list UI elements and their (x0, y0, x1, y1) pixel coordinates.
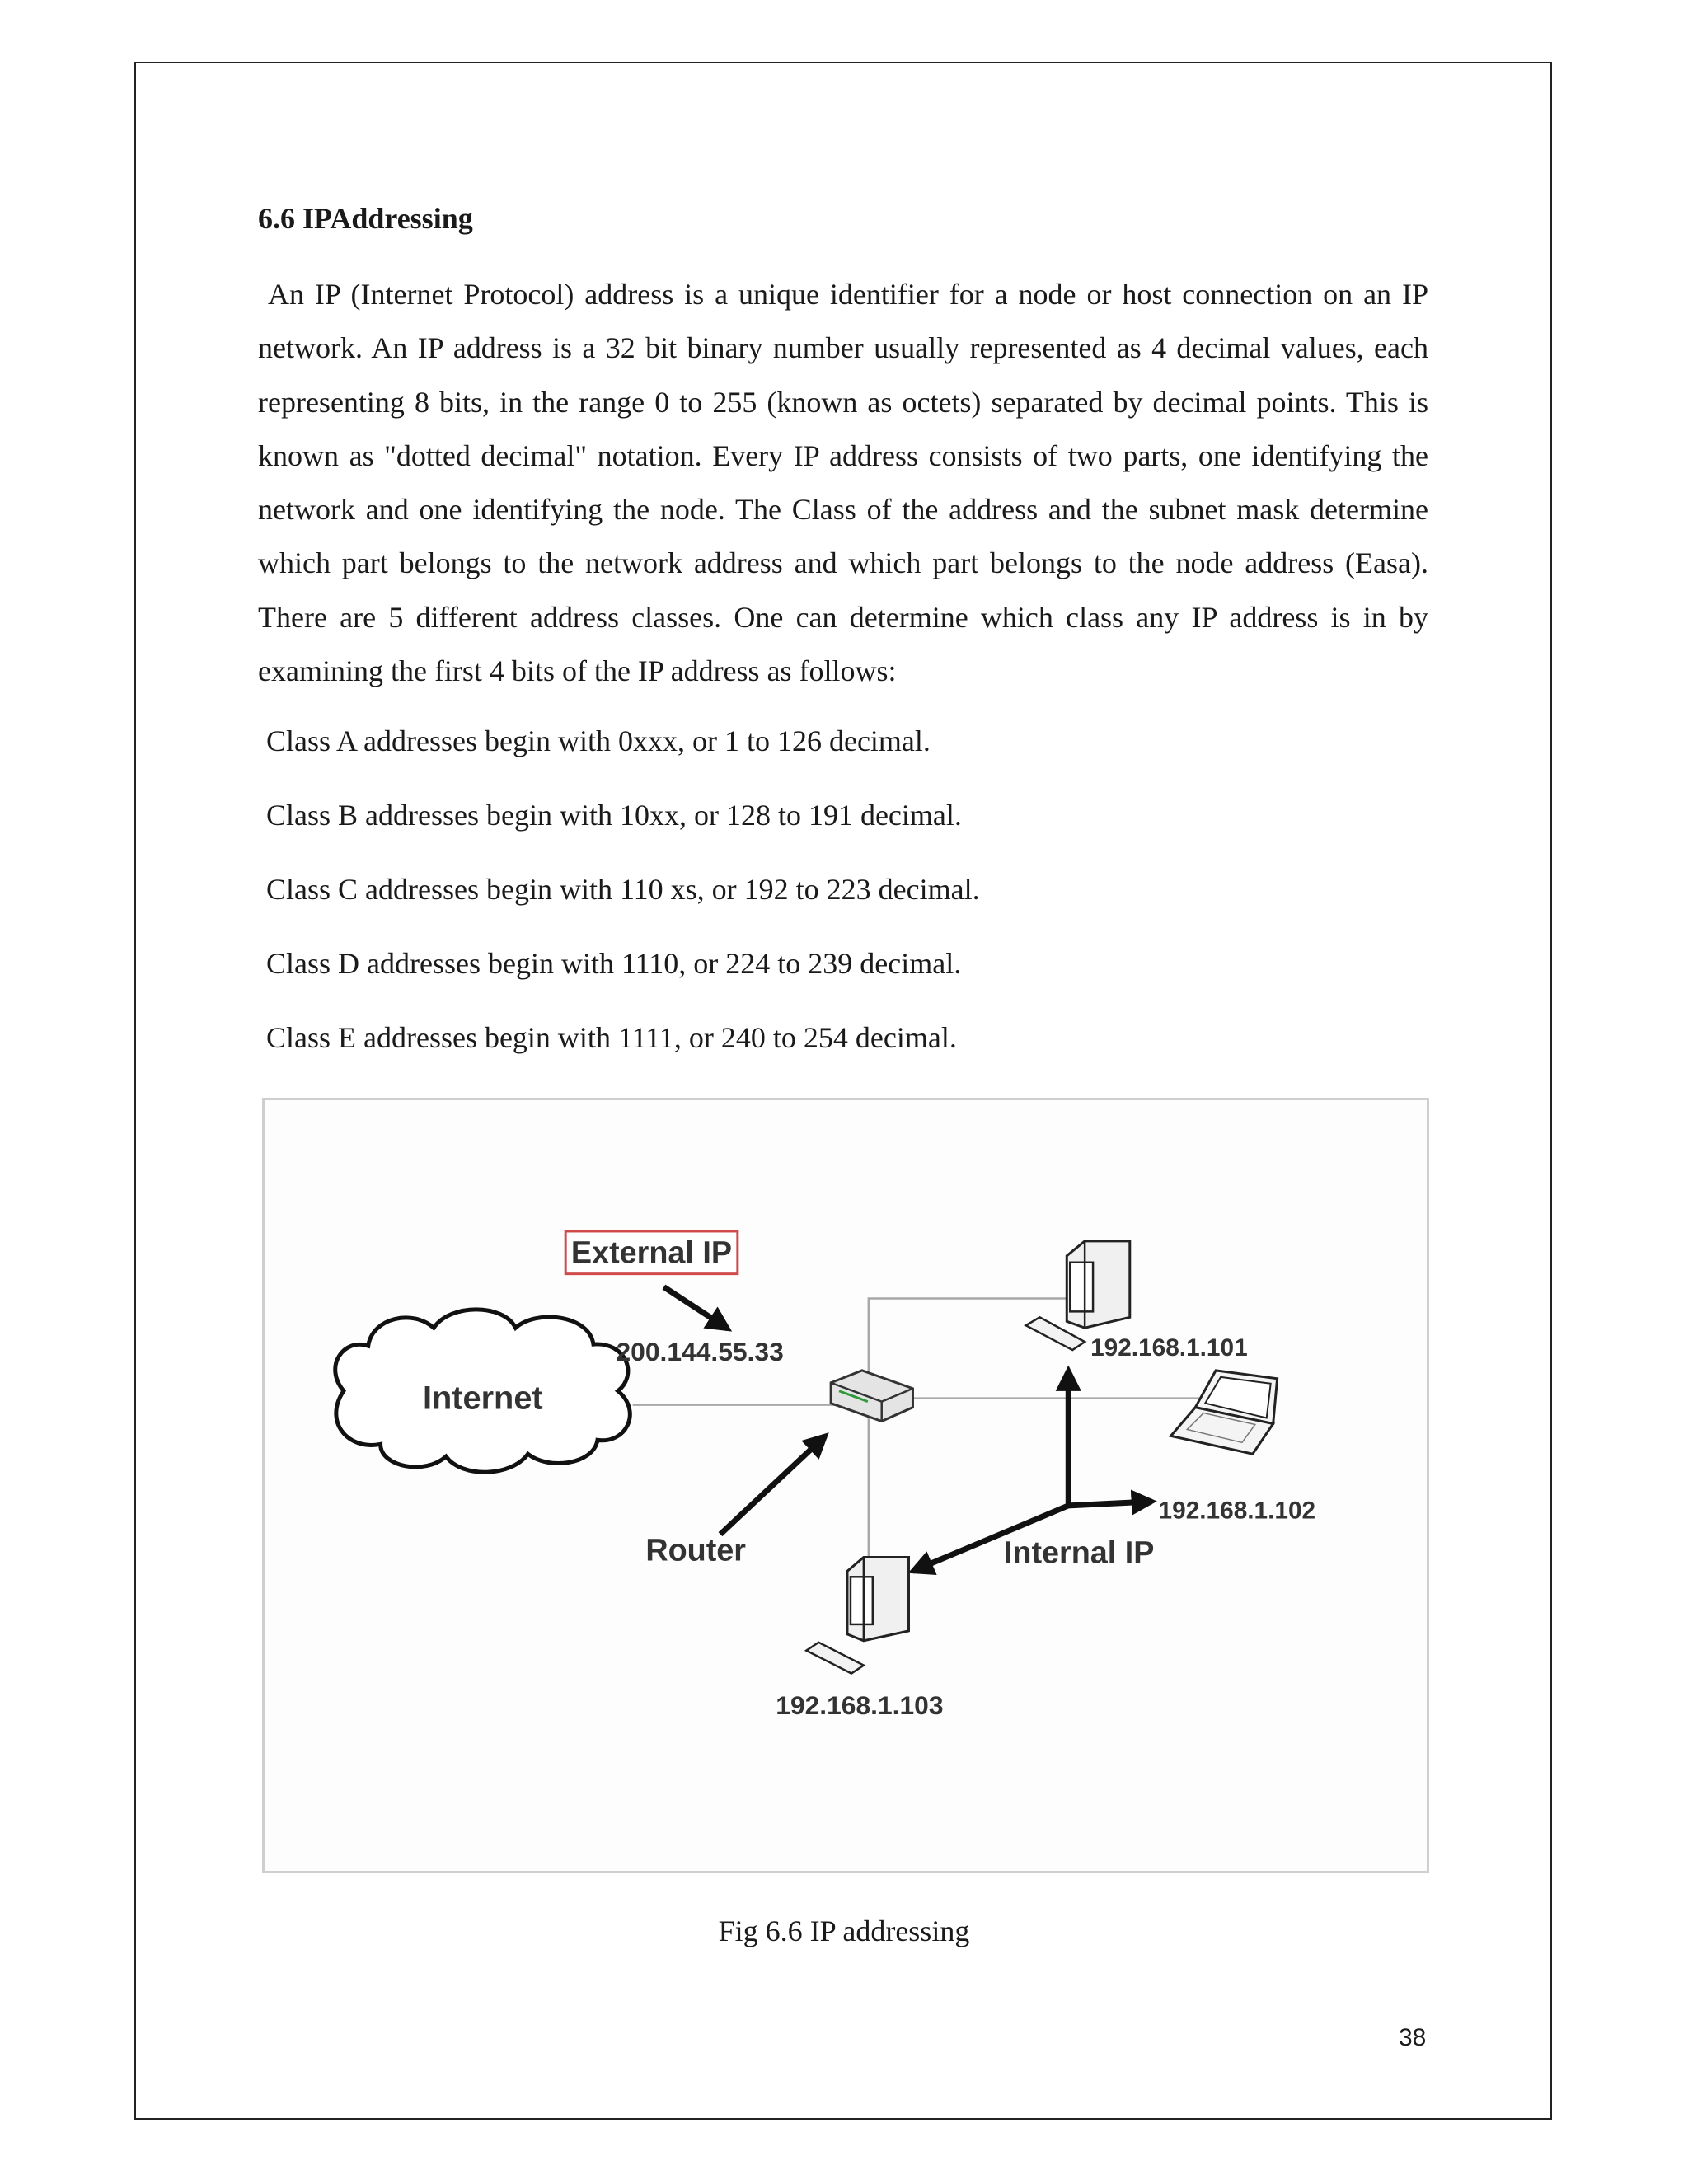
desktop-computer-3-icon (806, 1557, 908, 1673)
internet-label: Internet (422, 1380, 543, 1417)
router-icon (831, 1371, 912, 1422)
host-3-ip: 192.168.1.103 (776, 1690, 944, 1721)
section-heading: 6.6 IPAddressing (258, 202, 473, 235)
class-b-line: Class B addresses begin with 10xx, or 128 to 191 decimal. (266, 799, 962, 832)
page-number: 38 (1399, 2024, 1427, 2051)
class-c-line: Class C addresses begin with 110 xs, or 192 to 223 decimal. (266, 873, 980, 906)
external-ip-address: 200.144.55.33 (616, 1336, 784, 1366)
host-2-ip: 192.168.1.102 (1158, 1497, 1316, 1525)
host-1-ip: 192.168.1.101 (1090, 1334, 1248, 1362)
class-d-line: Class D addresses begin with 1110, or 224 to 239 decimal. (266, 947, 962, 980)
external-ip-label: External IP (570, 1235, 733, 1270)
class-a-line: Class A addresses begin with 0xxx, or 1 to 126 decimal. (266, 724, 931, 757)
laptop-icon (1170, 1371, 1277, 1454)
class-e-line: Class E addresses begin with 1111, or 240 to 254 decimal. (266, 1021, 957, 1054)
internal-ip-label: Internal IP (1003, 1535, 1155, 1570)
body-paragraph: An IP (Internet Protocol) address is a unique identifier for a node or host connection on an IP network. An IP address is a 32 bit binary number usually represented as 4 decimal values, each representing 8 bits, in the range 0 to 255 (known as octets) separated by decimal points. This is known as "dotted decimal" notation. Every IP address consists of two parts, one identifying the network and one identifying the node. The Class of the address and the subnet mask determine which part belongs to the network address and which part belongs to the node address (Easa). There are 5 different address classes. One can determine which class any IP address is in by examining the first 4 bits of the IP address as follows: (258, 278, 1428, 688)
figure-caption: Fig 6.6 IP addressing (718, 1915, 970, 1947)
ip-addressing-figure (262, 1098, 1429, 1873)
annotation-arrows (663, 1287, 1151, 1572)
router-label: Router (645, 1532, 746, 1568)
